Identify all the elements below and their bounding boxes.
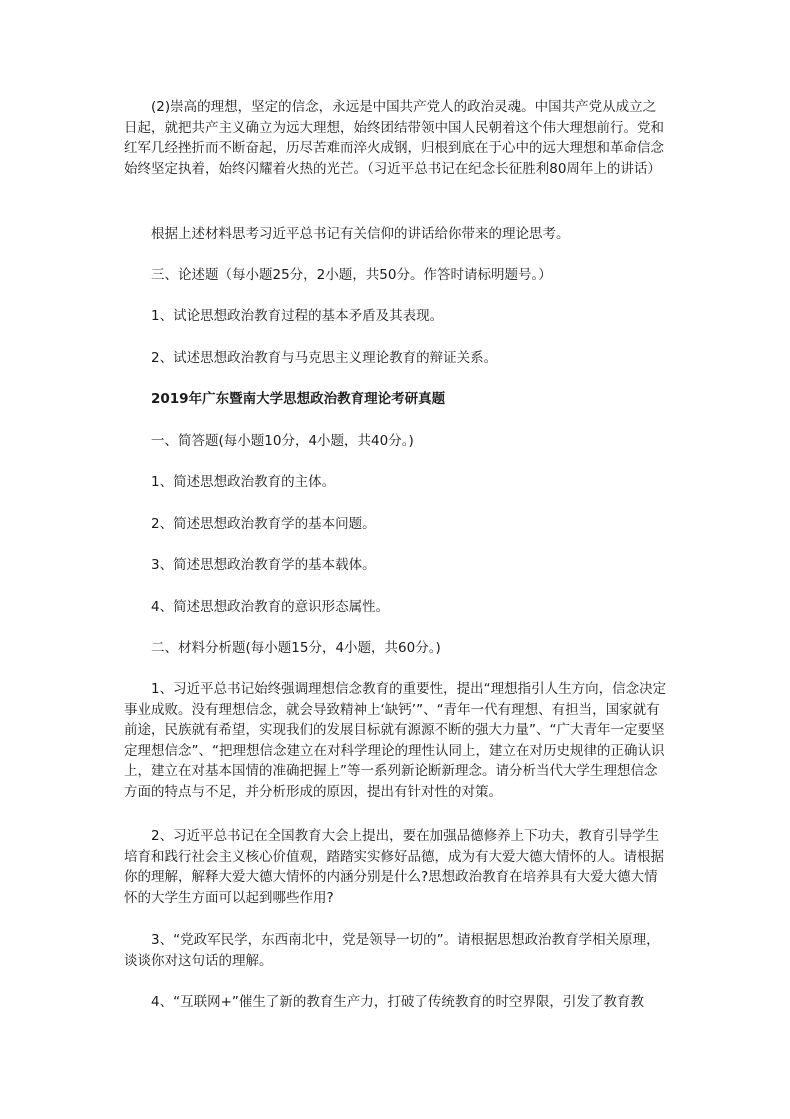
section-3-question-2: 2、试述思想政治教育与马克思主义理论教育的辩证关系。 [151, 350, 498, 366]
section-2-question-1: 1、习近平总书记始终强调理想信念教育的重要性，提出“理想指引人生方向，信念决定事业成败。没有理想信念，就会导致精神上‘缺钙’”、“青年一代有理想、有担当，国家就有前途，民族就有希望，实现我们的发展目标就有源源不断的强大力量”、“广大青年一定要坚定理想信念”、“把理想信念建立在对科学理论的理性认同上，建立在对历史规律的正确认识上，建立在对基本国情的准确把握上”等一系列新论断新理念。请分析当代大学生理想信念方面的特点与不足，并分析形成的原因，提出有针对性的对策。 [124, 681, 667, 800]
material-question: 根据上述材料思考习近平总书记有关信仰的讲话给你带来的理论思考。 [151, 226, 570, 242]
section-3-question-1: 1、试论思想政治教育过程的基本矛盾及其表现。 [151, 308, 444, 324]
section-2-question-2: 2、习近平总书记在全国教育大会上提出，要在加强品德修养上下功夫，教育引导学生培育和践行社会主义核心价值观，踏踏实实修好品德，成为有大爱大德大情怀的人。请根据你的理解，解释大爱大德大情怀的内涵分别是什么?思想政治教育在培养具有大爱大德大情怀的大学生方面可以起到哪些作用? [124, 828, 664, 906]
section-2-question-3: 3、“党政军民学，东西南北中，党是领导一切的”。请根据思想政治教育学相关原理，谈谈你对这句话的理解。 [124, 932, 660, 969]
section-2-heading: 二、材料分析题(每小题15分，4小题，共60分。) [151, 640, 441, 656]
section-1-heading: 一、简答题(每小题10分，4小题，共40分。) [151, 433, 414, 449]
section-2-question-4: 4、“互联网+”催生了新的教育生产力，打破了传统教育的时空界限，引发了教育教 [151, 994, 644, 1010]
section-1-question-3: 3、简述思想政治教育学的基本载体。 [151, 557, 376, 573]
exam-title: 2019年广东暨南大学思想政治教育理论考研真题 [151, 391, 446, 407]
section-1-question-2: 2、简述思想政治教育学的基本问题。 [151, 516, 376, 532]
section-1-question-1: 1、简述思想政治教育的主体。 [151, 474, 336, 490]
section-1-question-4: 4、简述思想政治教育的意识形态属性。 [151, 599, 390, 615]
material-paragraph-2: (2)崇高的理想，坚定的信念，永远是中国共产党人的政治灵魂。中国共产党从成立之日起，就把共产主义确立为远大理想，始终团结带领中国人民朝着这个伟大理想前行。党和红军几经挫折而不断奋起，历尽苦难而淬火成钢，归根到底在于心中的远大理想和革命信念始终坚定执着，始终闪耀着火热的光芒。（习近平总书记在纪念长征胜利80周年上的讲话） [124, 99, 664, 177]
section-3-heading: 三、论述题（每小题25分，2小题，共50分。作答时请标明题号。） [151, 267, 552, 283]
